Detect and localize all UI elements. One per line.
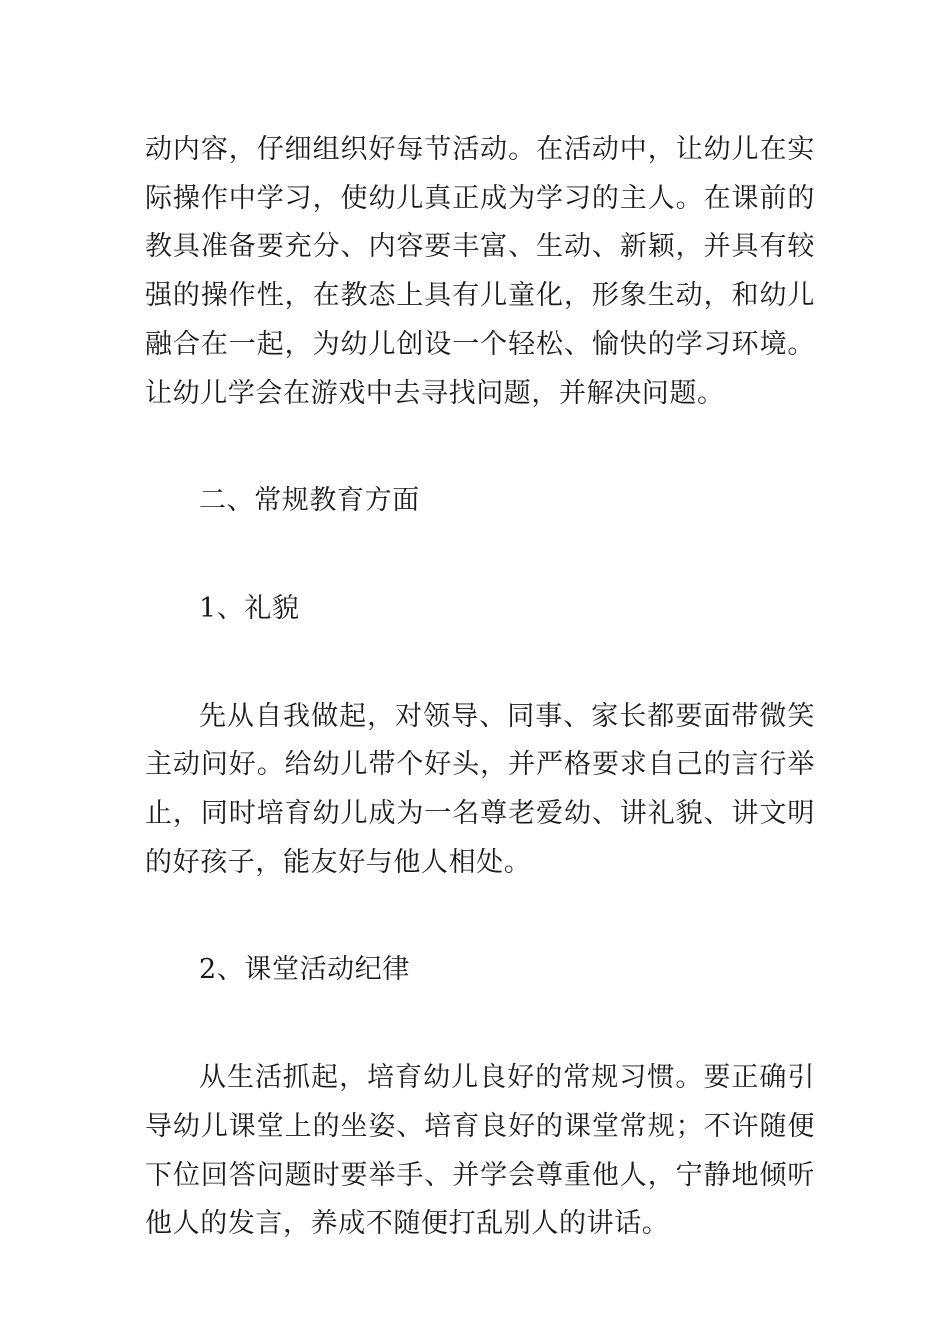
document-body xyxy=(145,126,815,1249)
paragraph-continued: 动内容，仔细组织好每节活动。在活动中，让幼儿在实际操作中学习，使幼儿真正成为学习的主人。在课前的教具准备要充分、内容要丰富、生动、新颖，并具有较强的操作性，在教态上具有儿童化，形象生动，和幼儿融合在一起，为幼儿创设一个轻松、愉快的学习环境。让幼儿学会在游戏中去寻找问题，并解决问题。 xyxy=(145,134,815,409)
paragraph-classroom-discipline: 从生活抓起，培育幼儿良好的常规习惯。要正确引导幼儿课堂上的坐姿、培育良好的课堂常规；不许随便下位回答问题时要举手、并学会尊重他人，宁静地倾听他人的发言，养成不随便打乱别人的讲话。 xyxy=(145,1062,815,1240)
subheading-classroom-discipline: 2、课堂活动纪律 xyxy=(199,954,410,986)
section-heading-routine-education: 二、常规教育方面 xyxy=(199,485,420,517)
paragraph-manners: 先从自我做起，对领导、同事、家长都要面带微笑主动问好。给幼儿带个好头，并严格要求自己的言行举止，同时培育幼儿成为一名尊老爱幼、讲礼貌、讲文明的好孩子，能友好与他人相处。 xyxy=(145,700,815,878)
subheading-manners: 1、礼貌 xyxy=(199,592,300,624)
